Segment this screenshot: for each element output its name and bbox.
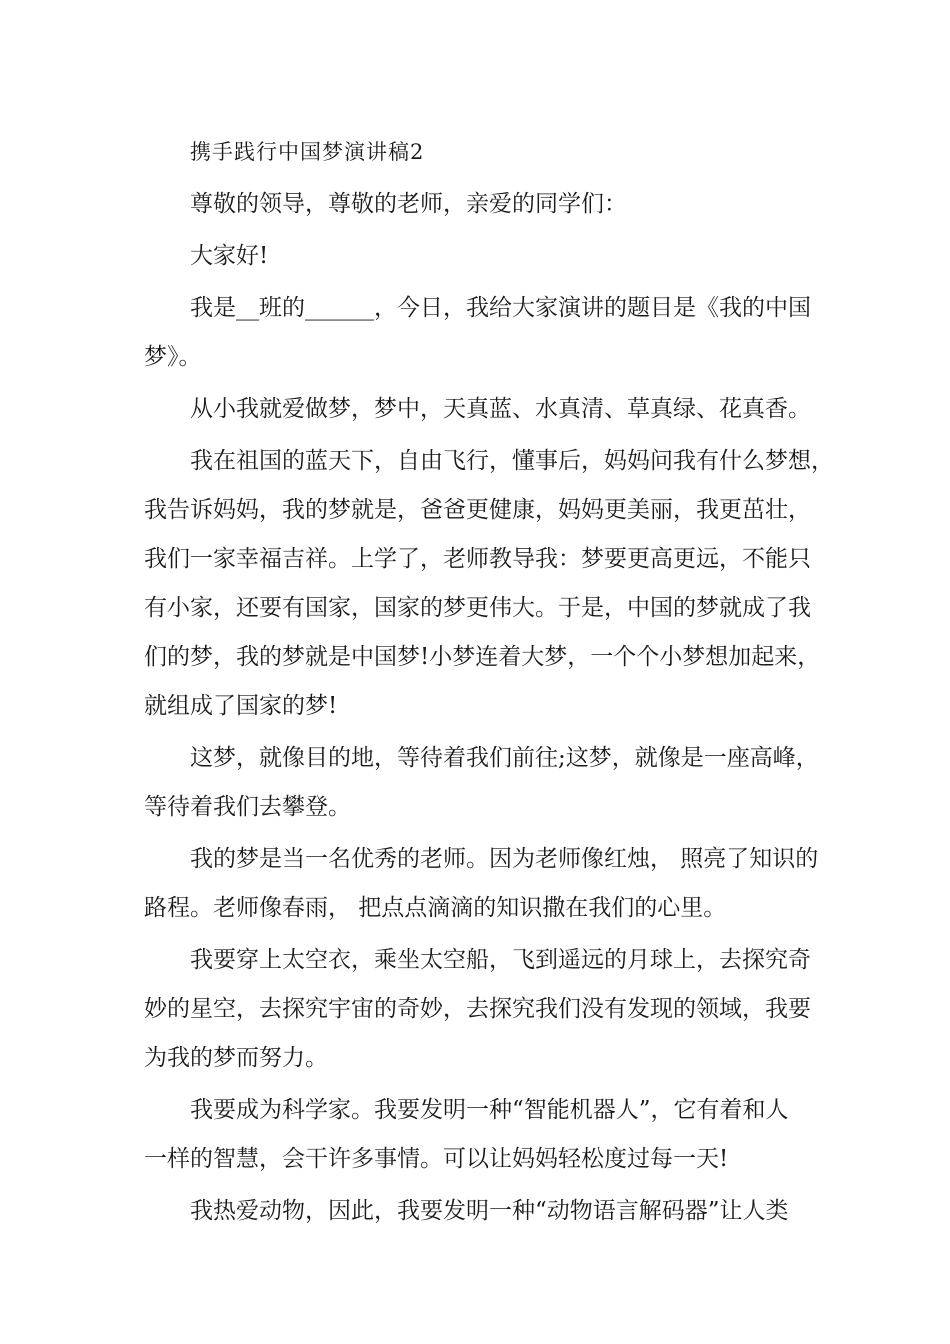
text-line: 我告诉妈妈，我的梦就是，爸爸更健康，妈妈更美丽，我更茁壮， (144, 497, 811, 523)
paragraph-greeting (144, 232, 812, 281)
text-line: 尊敬的领导，尊敬的老师，亲爱的同学们： (190, 191, 627, 217)
text-line: 有小家，还要有国家，国家的梦更伟大。于是，中国的梦就成了我 (144, 595, 811, 621)
paragraph-childhood-dream (144, 385, 812, 434)
text-line: 妙的星空，去探究宇宙的奇妙，去探究我们没有发现的领域，我要 (144, 996, 811, 1022)
text-line: 我要穿上太空衣，乘坐太空船，飞到遥远的月球上，去探究奇 (190, 947, 811, 973)
text-line: 们的梦，我的梦就是中国梦!小梦连着大梦，一个个小梦想加起来， (144, 644, 821, 670)
text-line: 一样的智慧，会干许多事情。可以让妈妈轻松度过每一天! (144, 1146, 729, 1172)
text-line: 路程。老师像春雨， 把点点滴滴的知识撒在我们的心里。 (144, 895, 727, 921)
text-line: 从小我就爱做梦，梦中，天真蓝、水真清、草真绿、花真香。 (190, 396, 811, 422)
paragraph-teacher-dream (144, 835, 819, 933)
text-line: 我在祖国的蓝天下，自由飞行，懂事后，妈妈问我有什么梦想， (190, 448, 834, 474)
text-line: 就组成了国家的梦! (144, 693, 338, 719)
text-line: 我们一家幸福吉祥。上学了，老师教导我：梦要更高更远，不能只 (144, 546, 811, 572)
paragraph-animal-dream (144, 1187, 812, 1236)
paragraph-destination (144, 734, 819, 832)
text-line: 为我的梦而努力。 (144, 1045, 328, 1071)
text-line: 我热爱动物，因此，我要发明一种“动物语言解码器”让人类 (190, 1198, 789, 1224)
text-line: 大家好! (190, 243, 269, 269)
document-title: 携手践行中国梦演讲稿2 (190, 140, 425, 164)
text-line: 我要成为科学家。我要发明一种“智能机器人”，它有着和人 (190, 1097, 789, 1123)
paragraph-introduction (144, 284, 812, 382)
text-line: 这梦，就像目的地，等待着我们前往;这梦，就像是一座高峰， (190, 745, 819, 771)
text-line: 梦》。 (144, 344, 202, 370)
document-body (144, 180, 834, 1239)
paragraph-space-dream (144, 936, 812, 1083)
text-line: 我是__班的______，今日，我给大家演讲的题目是《我的中国 (190, 295, 811, 321)
paragraph-family-dream (144, 437, 834, 731)
paragraph-scientist-dream (144, 1086, 812, 1184)
text-line: 等待着我们去攀登。 (144, 794, 351, 820)
text-line: 我的梦是当一名优秀的老师。因为老师像红烛， 照亮了知识的 (190, 846, 819, 872)
paragraph-salutation (144, 180, 812, 229)
